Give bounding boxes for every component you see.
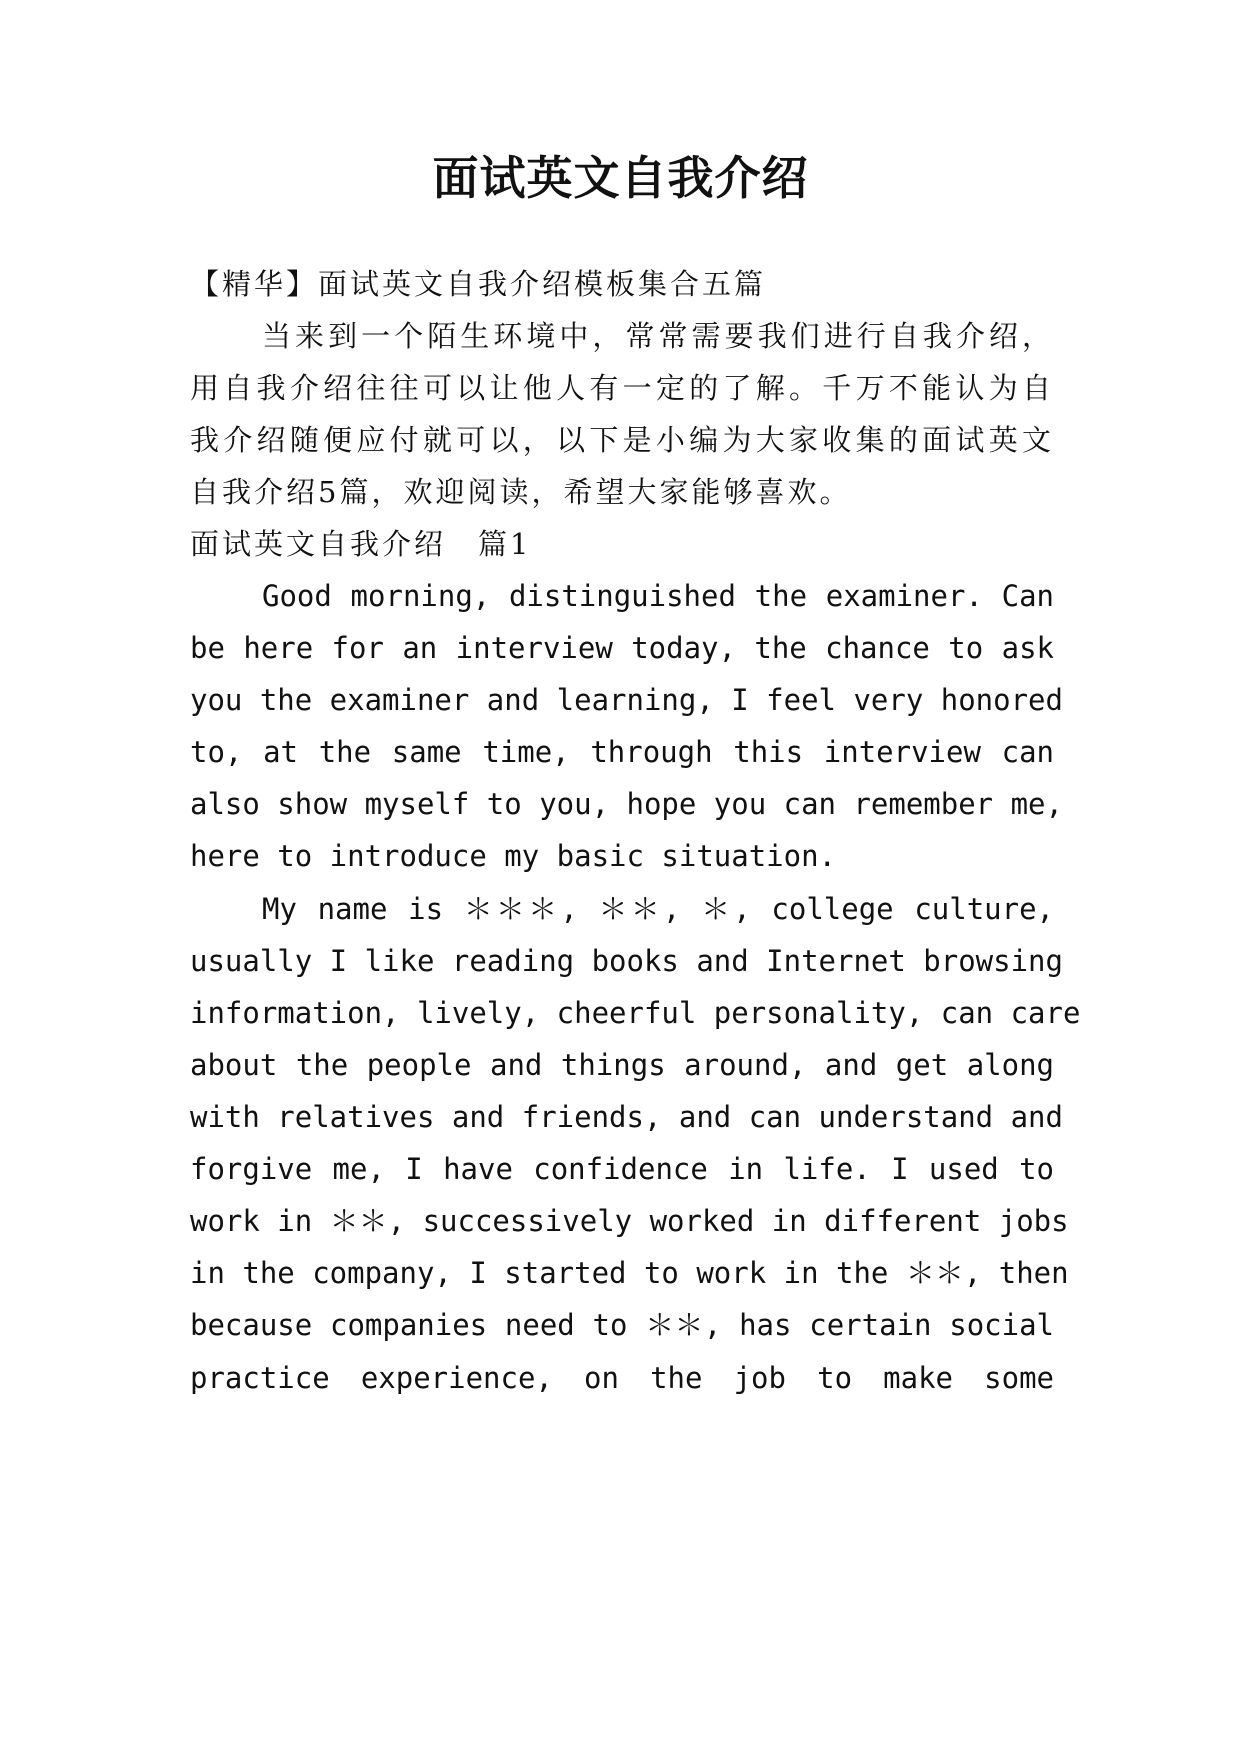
paragraph-line: practice experience, on the job to make some: [190, 1361, 1054, 1395]
intro-line: 我介绍随便应付就可以，以下是小编为大家收集的面试英文: [190, 423, 1054, 457]
paragraph-line: work in ＊＊, successively worked in different jobs: [190, 1204, 1069, 1238]
paragraph-line: because companies need to ＊＊, has certain social: [190, 1308, 1054, 1342]
intro-line: 用自我介绍往往可以让他人有一定的了解。千万不能认为自: [190, 371, 1054, 405]
paragraph-line: be here for an interview today, the chance to ask: [190, 631, 1054, 665]
paragraph-line: forgive me, I have confidence in life. I used to: [190, 1152, 1054, 1186]
intro-line: 自我介绍5篇，欢迎阅读，希望大家能够喜欢。: [190, 475, 852, 509]
paragraph-line: here to introduce my basic situation.: [190, 839, 837, 873]
section-heading: 面试英文自我介绍 篇1: [190, 527, 532, 561]
document-title: 面试英文自我介绍: [432, 151, 809, 205]
paragraph-line: about the people and things around, and get along: [190, 1048, 1054, 1082]
paragraph-line: also show myself to you, hope you can remember me,: [190, 787, 1063, 821]
paragraph-line: you the examiner and learning, I feel very honored: [190, 683, 1063, 717]
document-subtitle: 【精华】面试英文自我介绍模板集合五篇: [190, 267, 767, 301]
paragraph-line: Good morning, distinguished the examiner. Can: [262, 579, 1054, 613]
intro-line: 当来到一个陌生环境中，常常需要我们进行自我介绍，: [262, 319, 1054, 353]
paragraph-line: usually I like reading books and Internet browsing: [190, 944, 1063, 978]
paragraph-line: My name is ＊＊＊, ＊＊, ＊, college culture,: [262, 892, 1054, 926]
paragraph-line: in the company, I started to work in the ＊＊, then: [190, 1256, 1069, 1290]
paragraph-line: to, at the same time, through this interview can: [190, 735, 1054, 769]
paragraph-line: information, lively, cheerful personality, can care: [190, 996, 1081, 1030]
paragraph-line: with relatives and friends, and can understand and: [190, 1100, 1063, 1134]
